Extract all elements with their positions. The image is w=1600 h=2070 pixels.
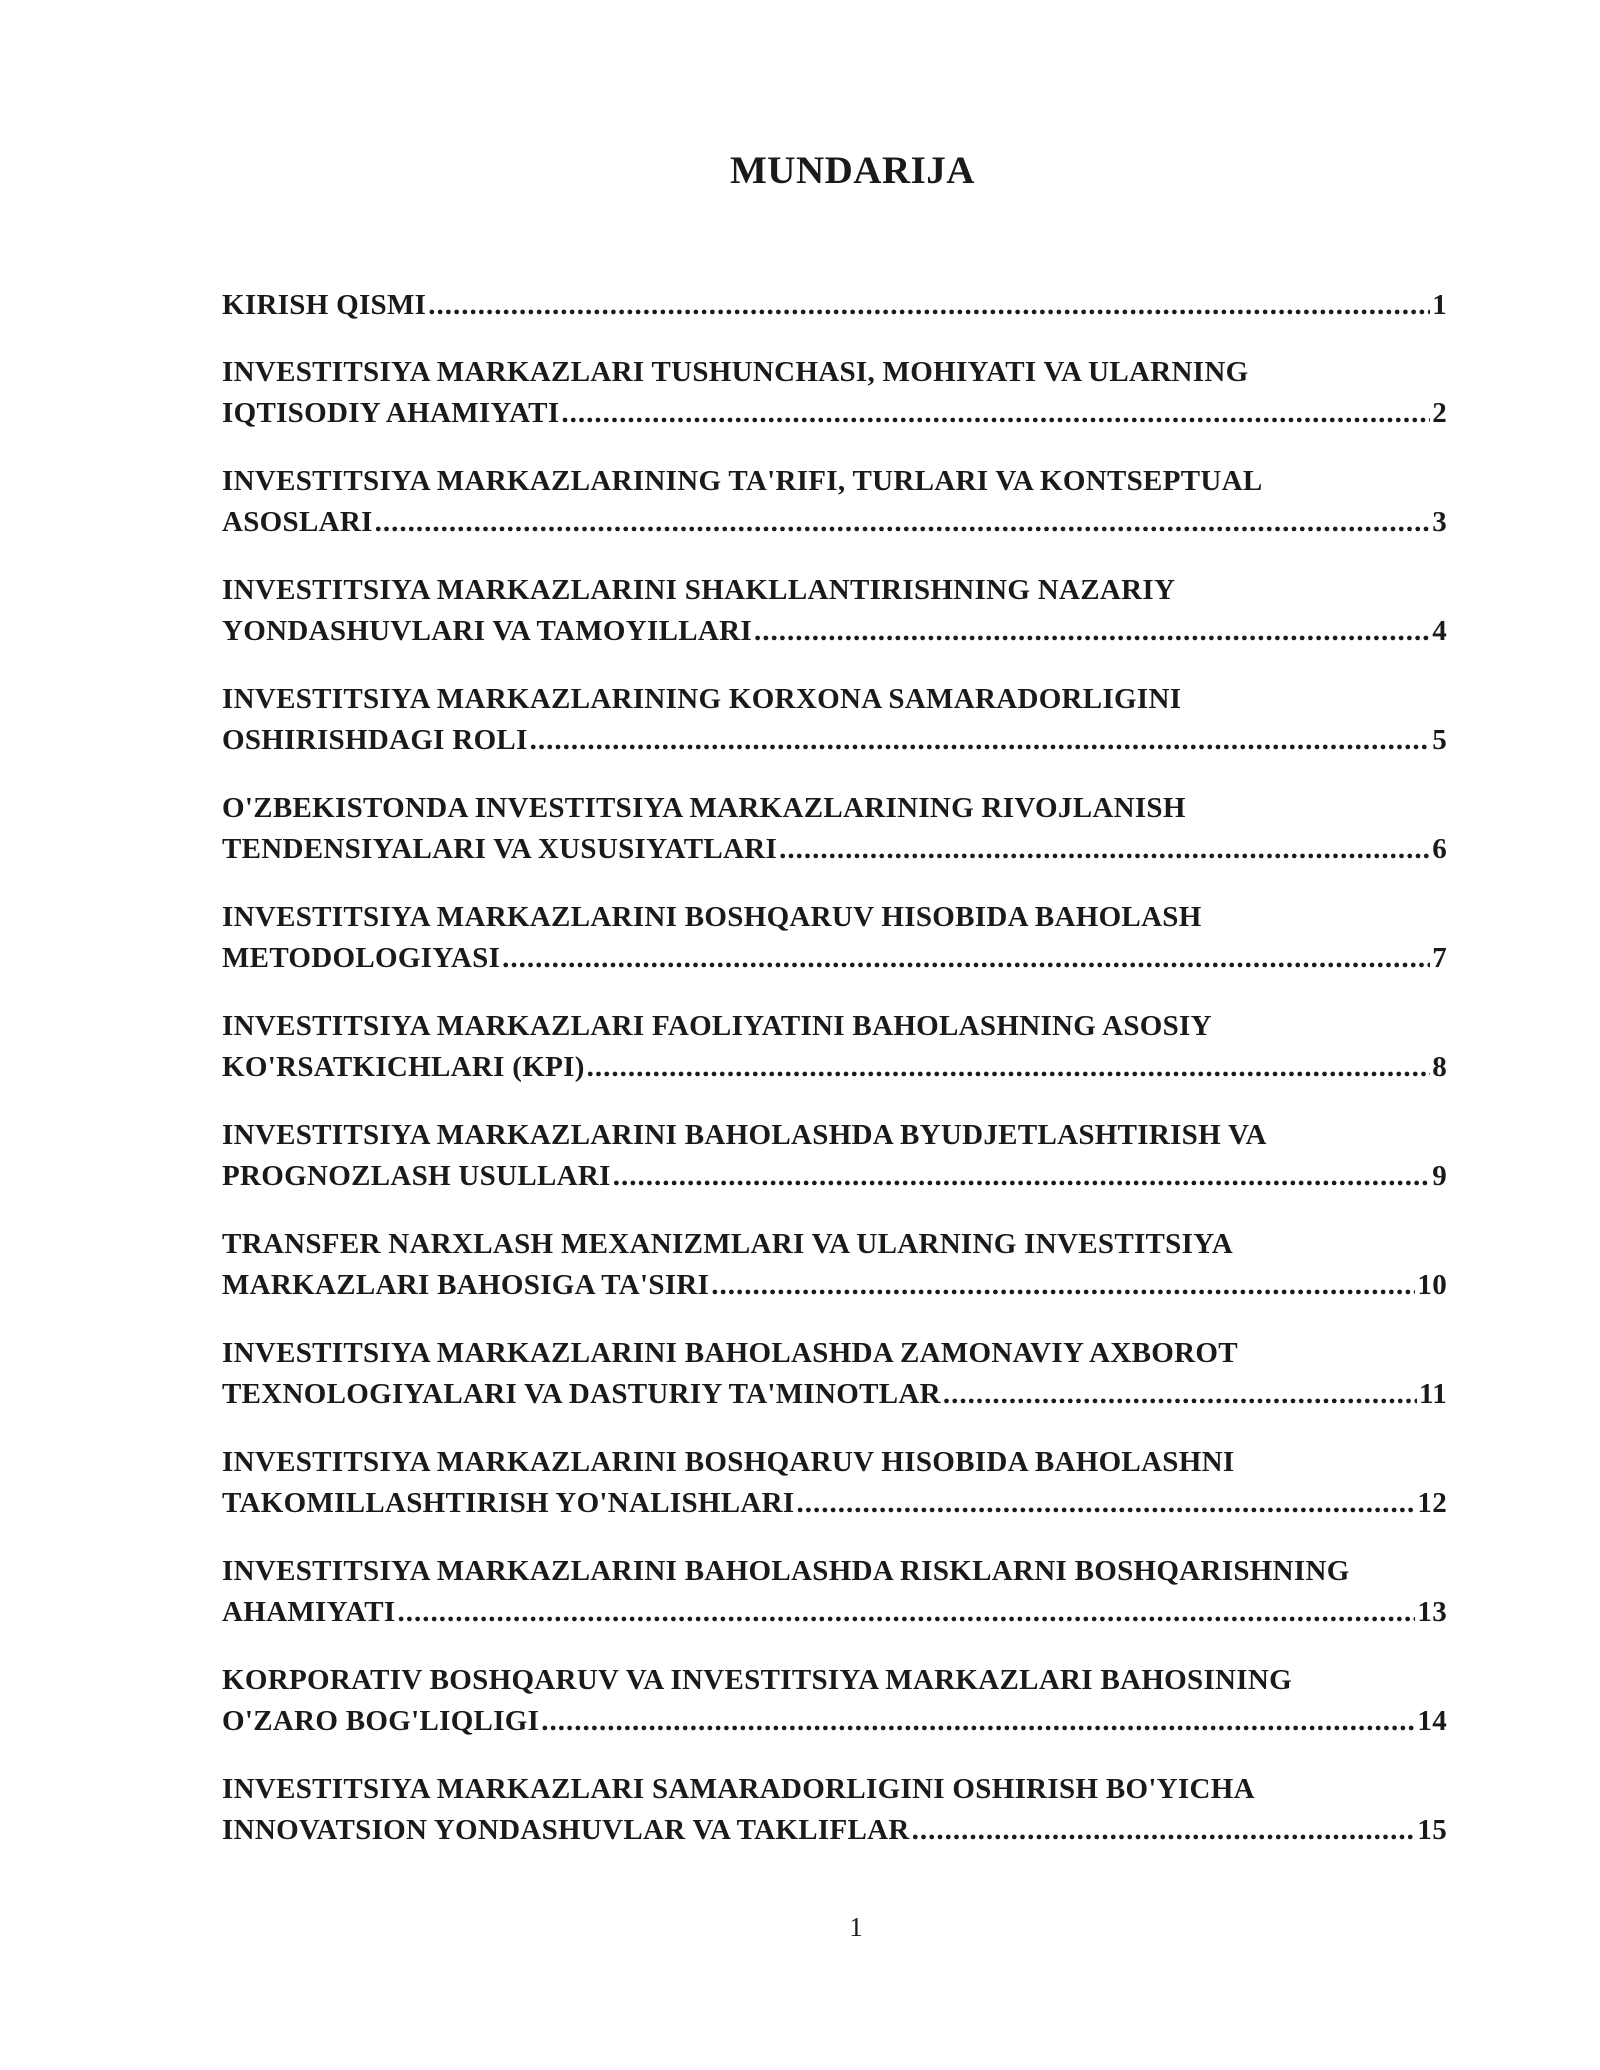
toc-entry-page-number: 4 [1432, 615, 1447, 647]
dot-leader [711, 1265, 1415, 1306]
toc-entry-last-line [222, 829, 1447, 870]
toc-entry-page-number: 6 [1432, 833, 1447, 865]
toc-entry[interactable] [222, 1333, 1447, 1415]
toc-entry-page-number: 9 [1432, 1160, 1447, 1192]
toc-entry-title: YONDASHUVLARI VA TAMOYILLARI [222, 615, 752, 647]
toc-entry-last-line [222, 1265, 1447, 1306]
toc-entry-last-line [222, 1592, 1447, 1633]
dot-leader [912, 1810, 1416, 1851]
toc-entry-last-line [222, 611, 1447, 652]
toc-entry-page-number: 3 [1432, 506, 1447, 538]
toc-entry-page-number: 15 [1417, 1814, 1447, 1846]
toc-entry-page-number: 1 [1432, 289, 1447, 321]
toc-entry[interactable] [222, 1660, 1447, 1742]
dot-leader [754, 611, 1430, 652]
toc-entry[interactable] [222, 788, 1447, 870]
toc-entry[interactable] [222, 461, 1447, 543]
toc-entry-title-line: INVESTITSIYA MARKAZLARINI BOSHQARUV HISOBIDA BAHOLASHNI [222, 1446, 1235, 1478]
toc-entry[interactable] [222, 1442, 1447, 1524]
toc-entry-last-line [222, 393, 1447, 434]
toc-entry-title-line: INVESTITSIYA MARKAZLARINI SHAKLLANTIRISHNING NAZARIY [222, 574, 1176, 606]
dot-leader [530, 720, 1431, 761]
dot-leader [398, 1592, 1416, 1633]
dot-leader [502, 938, 1430, 979]
toc-entry-title-line: TRANSFER NARXLASH MEXANIZMLARI VA ULARNING INVESTITSIYA [222, 1228, 1234, 1260]
page-title: MUNDARIJA [730, 149, 975, 192]
dot-leader [943, 1374, 1417, 1415]
toc-entry-title-line: INVESTITSIYA MARKAZLARI TUSHUNCHASI, MOHIYATI VA ULARNING [222, 356, 1249, 388]
toc-entry-page-number: 11 [1419, 1378, 1447, 1410]
toc-entry-title-line: INVESTITSIYA MARKAZLARINI BAHOLASHDA ZAMONAVIY AXBOROT [222, 1337, 1238, 1369]
toc-entry[interactable] [222, 285, 1447, 326]
toc-entry-page-number: 13 [1417, 1596, 1447, 1628]
toc-entry-title: KIRISH QISMI [222, 289, 427, 321]
toc-entry-title: PROGNOZLASH USULLARI [222, 1160, 611, 1192]
dot-leader [587, 1047, 1431, 1088]
toc-entry-page-number: 5 [1432, 724, 1447, 756]
toc-entry-title: AHAMIYATI [222, 1596, 396, 1628]
toc-entry[interactable] [222, 1769, 1447, 1851]
toc-entry[interactable] [222, 1551, 1447, 1633]
dot-leader [561, 393, 1430, 434]
toc-entry-title: OSHIRISHDAGI ROLI [222, 724, 528, 756]
toc-entry-last-line [222, 1701, 1447, 1742]
toc-entry-title: ASOSLARI [222, 506, 373, 538]
toc-entry-last-line [222, 1156, 1447, 1197]
toc-entry-title-line: KORPORATIV BOSHQARUV VA INVESTITSIYA MARKAZLARI BAHOSINING [222, 1664, 1292, 1696]
toc-entry-page-number: 12 [1417, 1487, 1447, 1519]
toc-entry-title: O'ZARO BOG'LIQLIGI [222, 1705, 540, 1737]
toc-entry[interactable] [222, 1006, 1447, 1088]
toc-entry-title: IQTISODIY AHAMIYATI [222, 397, 560, 429]
toc-entry-title-line: O'ZBEKISTONDA INVESTITSIYA MARKAZLARINING RIVOJLANISH [222, 792, 1186, 824]
toc-entry[interactable] [222, 1224, 1447, 1306]
toc-entry-title: INNOVATSION YONDASHUVLAR VA TAKLIFLAR [222, 1814, 910, 1846]
dot-leader [428, 285, 1430, 326]
toc-entry-page-number: 7 [1432, 942, 1447, 974]
toc-entry[interactable] [222, 352, 1447, 434]
toc-entry-title-line: INVESTITSIYA MARKAZLARINI BAHOLASHDA BYUDJETLASHTIRISH VA [222, 1119, 1267, 1151]
toc-entry-title-line: INVESTITSIYA MARKAZLARINI BOSHQARUV HISOBIDA BAHOLASH [222, 901, 1202, 933]
dot-leader [541, 1701, 1415, 1742]
toc-entry-title: METODOLOGIYASI [222, 942, 501, 974]
toc-entry-page-number: 10 [1417, 1269, 1447, 1301]
toc-entry-title-line: INVESTITSIYA MARKAZLARINING KORXONA SAMARADORLIGINI [222, 683, 1182, 715]
toc-entry-last-line [222, 1483, 1447, 1524]
toc-entry[interactable] [222, 897, 1447, 979]
toc-entry-last-line [222, 1810, 1447, 1851]
dot-leader [375, 502, 1431, 543]
toc-entry-title: TAKOMILLASHTIRISH YO'NALISHLARI [222, 1487, 795, 1519]
toc-entry-title-line: INVESTITSIYA MARKAZLARI FAOLIYATINI BAHOLASHNING ASOSIY [222, 1010, 1212, 1042]
toc-entry-page-number: 2 [1432, 397, 1447, 429]
page-number: 1 [849, 1912, 863, 1942]
toc-entry[interactable] [222, 1115, 1447, 1197]
toc-entry-title: TEXNOLOGIYALARI VA DASTURIY TA'MINOTLAR [222, 1378, 941, 1410]
dot-leader [613, 1156, 1430, 1197]
toc-entry-page-number: 14 [1417, 1705, 1447, 1737]
toc-entry-last-line [222, 1374, 1447, 1415]
toc-entry-title: KO'RSATKICHLARI (KPI) [222, 1051, 585, 1083]
toc-entry-title: TENDENSIYALARI VA XUSUSIYATLARI [222, 833, 778, 865]
toc-entry-last-line [222, 720, 1447, 761]
toc-entry-title-line: INVESTITSIYA MARKAZLARI SAMARADORLIGINI OSHIRISH BO'YICHA [222, 1773, 1255, 1805]
toc-entry-title-line: INVESTITSIYA MARKAZLARINI BAHOLASHDA RISKLARNI BOSHQARISHNING [222, 1555, 1350, 1587]
toc-entry[interactable] [222, 679, 1447, 761]
toc-entry-last-line [222, 1047, 1447, 1088]
toc-entry-last-line [222, 502, 1447, 543]
dot-leader [779, 829, 1430, 870]
toc-entry-title: MARKAZLARI BAHOSIGA TA'SIRI [222, 1269, 710, 1301]
toc-entry-last-line [222, 938, 1447, 979]
toc-entry-page-number: 8 [1432, 1051, 1447, 1083]
toc-entry-last-line [222, 285, 1447, 326]
toc-entry-title-line: INVESTITSIYA MARKAZLARINING TA'RIFI, TURLARI VA KONTSEPTUAL [222, 465, 1263, 497]
dot-leader [797, 1483, 1416, 1524]
toc-entry[interactable] [222, 570, 1447, 652]
